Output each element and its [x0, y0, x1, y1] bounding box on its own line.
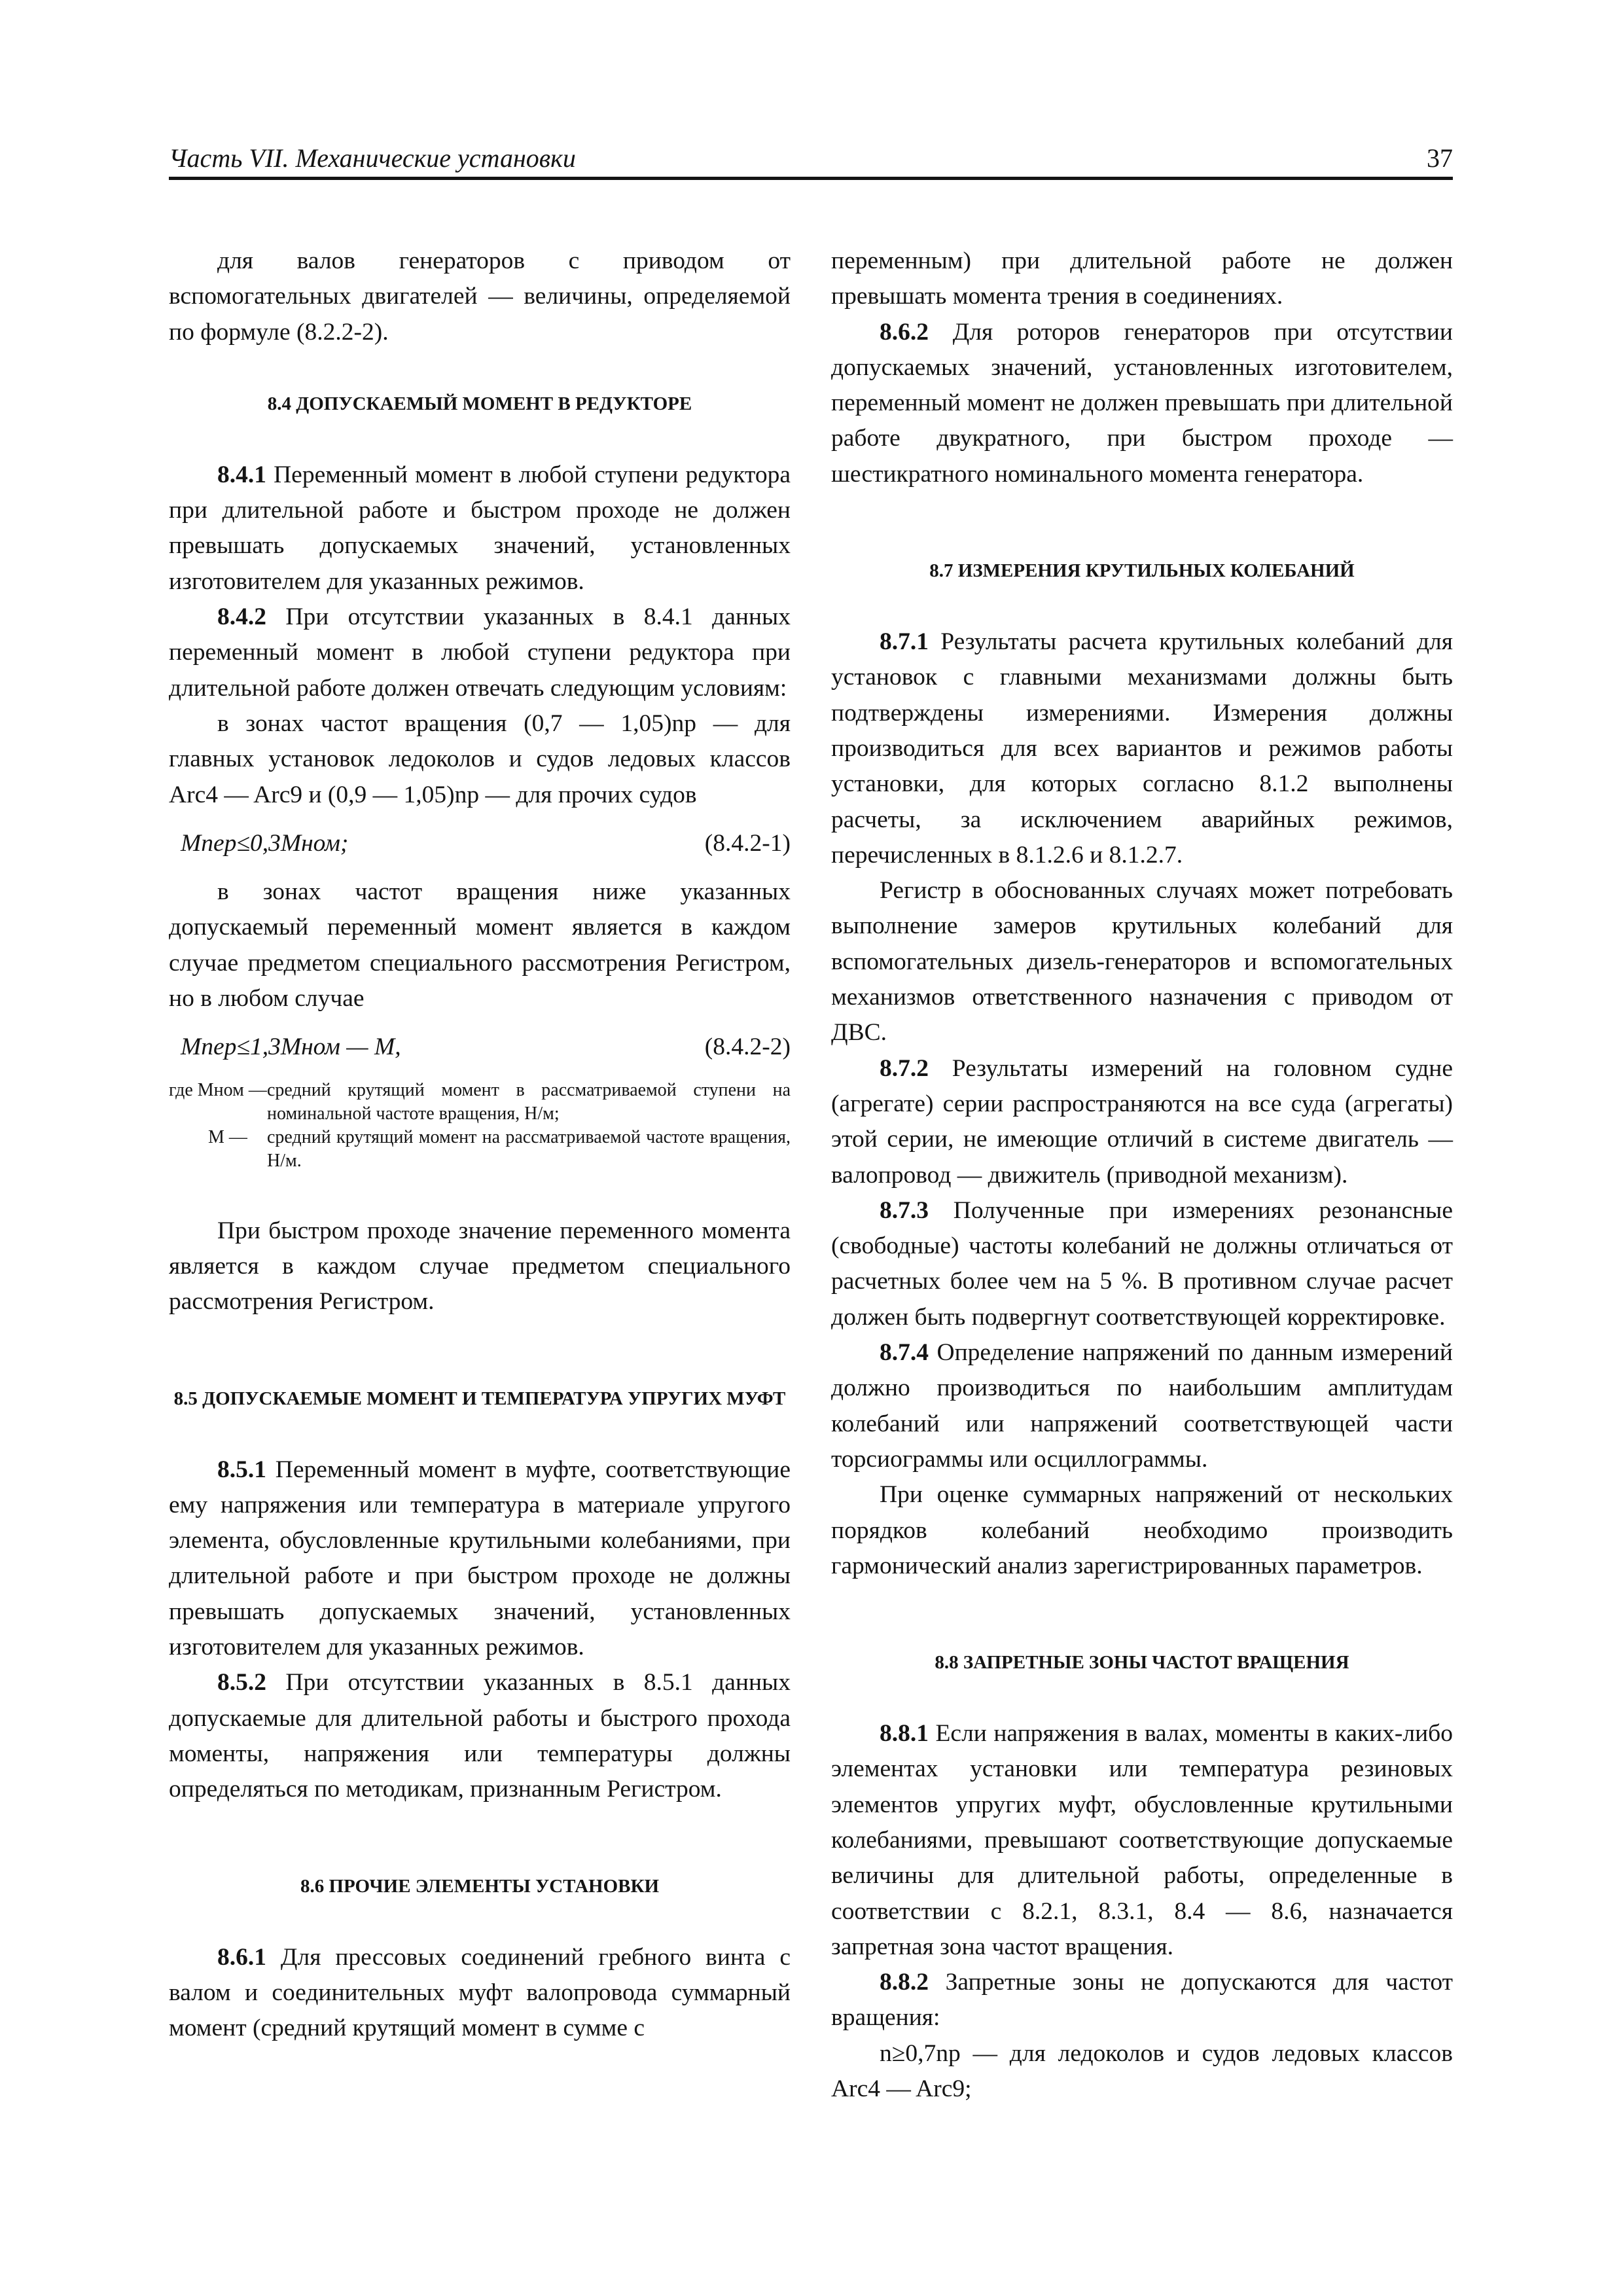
paragraph-text: При отсутствии указанных в 8.5.1 данных допускаемые для длительной работы и быстрого прохода моменты, напряжения или температуры должны определяться по методикам, признанным Регистром.: [169, 1669, 791, 1803]
paragraph-8-4-1: [169, 457, 791, 600]
condition-1: в зонах частот вращения (0,7 — 1,05)nр — для главных установок ледоколов и судов ледовых классов Arc4 — Arc9 и (0,9 — 1,05)nр — для прочих судов: [169, 709, 791, 808]
paragraph-text: Переменный момент в муфте, соответствующие ему напряжения или температура в материале упругого элемента, обусловленные крутильными колебаниями, при длительной работе и при быстром проходе не должны превышать допускаемых значений, установленных изготовителем для указанных режимов.: [169, 1456, 791, 1661]
page-number: 37: [1427, 143, 1453, 173]
fast-pass-paragraph: При быстром проходе значение переменного момента является в каждом случае предметом специального рассмотрения Регистром.: [169, 1217, 791, 1316]
paragraph-8-8-2: [831, 1965, 1453, 2036]
paragraph-8-5-2: [169, 1665, 791, 1807]
forbidden-zone-condition: n≥0,7nр — для ледоколов и судов ледовых классов Arc4 — Arc9;: [831, 2039, 1453, 2103]
paragraph-number: 8.6.1: [217, 1943, 266, 1971]
paragraph-number: 8.7.1: [880, 628, 929, 656]
paragraph-number: 8.8.2: [880, 1969, 929, 1996]
paragraph-number: 8.5.2: [217, 1669, 266, 1696]
paragraph-8-4-2: [169, 600, 791, 706]
paragraph-8-6-2: [831, 315, 1453, 492]
paragraph-text: Полученные при измерениях резонансные (свободные) частоты колебаний не должны отличаться от расчетных более чем на 5 %. В противном случае расчет должен быть подвергнут соответствующей корректировке.: [831, 1196, 1453, 1331]
formula-number: (8.4.2-2): [704, 1033, 791, 1061]
paragraph-text: Для прессовых соединений гребного винта с валом и соединительных муфт валопровода суммарный момент (средний крутящий момент в сумме с: [169, 1943, 791, 2042]
paragraph-text: Для роторов генераторов при отсутствии допускаемых значений, установленных изготовителем, переменный момент не должен превышать при длительной работе двукратного, при быстром проходе — шестикратного номинального момента генератора.: [831, 318, 1453, 488]
harmonic-analysis-paragraph: При оценке суммарных напряжений от нескольких порядков колебаний необходимо производить гармонический анализ зарегистрированных параметров.: [831, 1481, 1453, 1579]
paragraph-number: 8.7.3: [880, 1196, 929, 1224]
paragraph-number: 8.7.4: [880, 1339, 929, 1367]
paragraph-8-6-1: [169, 1940, 791, 2047]
paragraph-number: 8.6.2: [880, 318, 929, 346]
formula-expression: Mпер≤1,3Mном — M,: [181, 1033, 401, 1061]
intro-paragraph: для валов генераторов с приводом от вспомогательных двигателей — величины, определяемой по формуле (8.2.2-2).: [169, 247, 791, 346]
paragraph-number: 8.7.2: [880, 1054, 929, 1082]
paragraph-text: Если напряжения в валах, моменты в каких-либо элементах установки или температура резиновых элементов упругих муфт, обусловленные крутильными колебаниями, превышают соответствующие допускаемые величины для длительной работы, определенные в соответствии с 8.2.1, 8.3.1, 8.4 — 8.6, назначается запретная зона частот вращения.: [831, 1720, 1453, 1960]
paragraph-text: При отсутствии указанных в 8.4.1 данных переменный момент в любой ступени редуктора при длительной работе должен отвечать следующим условиям:: [169, 603, 791, 702]
legend-text: средний крутящий момент на рассматриваемой частоте вращения, Н/м.: [267, 1126, 791, 1171]
paragraph-8-5-1: [169, 1452, 791, 1666]
paragraph-number: 8.5.1: [217, 1456, 266, 1483]
formula-expression: Mпер≤0,3Mном;: [181, 829, 349, 857]
legend-symbol: где Mном —: [169, 1079, 267, 1100]
section-8-6-heading: 8.6 ПРОЧИЕ ЭЛЕМЕНТЫ УСТАНОВКИ: [300, 1875, 660, 1897]
header-rule: [169, 177, 1453, 180]
section-8-4-heading: 8.4 ДОПУСКАЕМЫЙ МОМЕНТ В РЕДУКТОРЕ: [267, 393, 692, 414]
paragraph-8-7-2: [831, 1051, 1453, 1193]
condition-2: в зонах частот вращения ниже указанных допускаемый переменный момент является в каждом случае предметом специального рассмотрения Регистром, но в любом случае: [169, 878, 791, 1013]
formula-legend: [169, 1079, 791, 1173]
section-8-8-heading: 8.8 ЗАПРЕТНЫЕ ЗОНЫ ЧАСТОТ ВРАЩЕНИЯ: [935, 1652, 1349, 1674]
legend-text: средний крутящий момент в рассматриваемой ступени на номинальной частоте вращения, Н/м;: [267, 1079, 791, 1124]
formula-8-4-2-2: [169, 1030, 791, 1065]
paragraph-8-8-1: [831, 1716, 1453, 1965]
right-column: [831, 243, 1453, 2107]
section-8-7-heading: 8.7 ИЗМЕРЕНИЯ КРУТИЛЬНЫХ КОЛЕБАНИЙ: [929, 560, 1355, 582]
paragraph-text: Результаты расчета крутильных колебаний для установок с главными механизмами должны быть подтверждены измерениями. Измерения должны производиться для всех вариантов и режимов работы установки, для которых согласно 8.1.2 выполнены расчеты, за исключением аварийных режимов, перечисленных в 8.1.2.6 и 8.1.2.7.: [831, 628, 1453, 869]
formula-number: (8.4.2-1): [704, 829, 791, 857]
page-header: [169, 143, 1453, 179]
paragraph-8-7-4: [831, 1335, 1453, 1477]
continued-paragraph: переменным) при длительной работе не должен превышать момента трения в соединениях.: [831, 247, 1453, 310]
running-title: Часть VII. Механические установки: [169, 143, 576, 173]
formula-8-4-2-1: [169, 826, 791, 861]
paragraph-text: Определение напряжений по данным измерений должно производиться по наибольшим амплитудам колебаний или напряжений соответствующей части торсиограммы или осциллограммы.: [831, 1339, 1453, 1473]
paragraph-8-7-1: [831, 624, 1453, 873]
section-8-5-heading: 8.5 ДОПУСКАЕМЫЕ МОМЕНТ И ТЕМПЕРАТУРА УПРУГИХ МУФТ: [173, 1388, 786, 1409]
paragraph-number: 8.4.1: [217, 461, 266, 488]
legend-row: [169, 1079, 791, 1126]
paragraph-8-7-3: [831, 1193, 1453, 1335]
paragraph-number: 8.4.2: [217, 603, 266, 631]
left-column: [169, 243, 791, 2046]
paragraph-text: Переменный момент в любой ступени редуктора при длительной работе и быстром проходе не должен превышать допускаемых значений, установленных изготовителем для указанных режимов.: [169, 461, 791, 595]
register-paragraph: Регистр в обоснованных случаях может потребовать выполнение замеров крутильных колебаний для вспомогательных дизель-генераторов и вспомогательных механизмов ответственного назначения с приводом от ДВС.: [831, 877, 1453, 1047]
paragraph-text: Запретные зоны не допускаются для частот вращения:: [831, 1969, 1453, 2032]
paragraph-text: Результаты измерений на головном судне (агрегате) серии распространяются на все суда (агрегаты) этой серии, не имеющие отличий в системе двигатель — валопровод — движитель (приводной механизм).: [831, 1054, 1453, 1189]
legend-symbol: M —: [208, 1126, 247, 1147]
legend-row: [169, 1126, 791, 1173]
paragraph-number: 8.8.1: [880, 1720, 929, 1748]
